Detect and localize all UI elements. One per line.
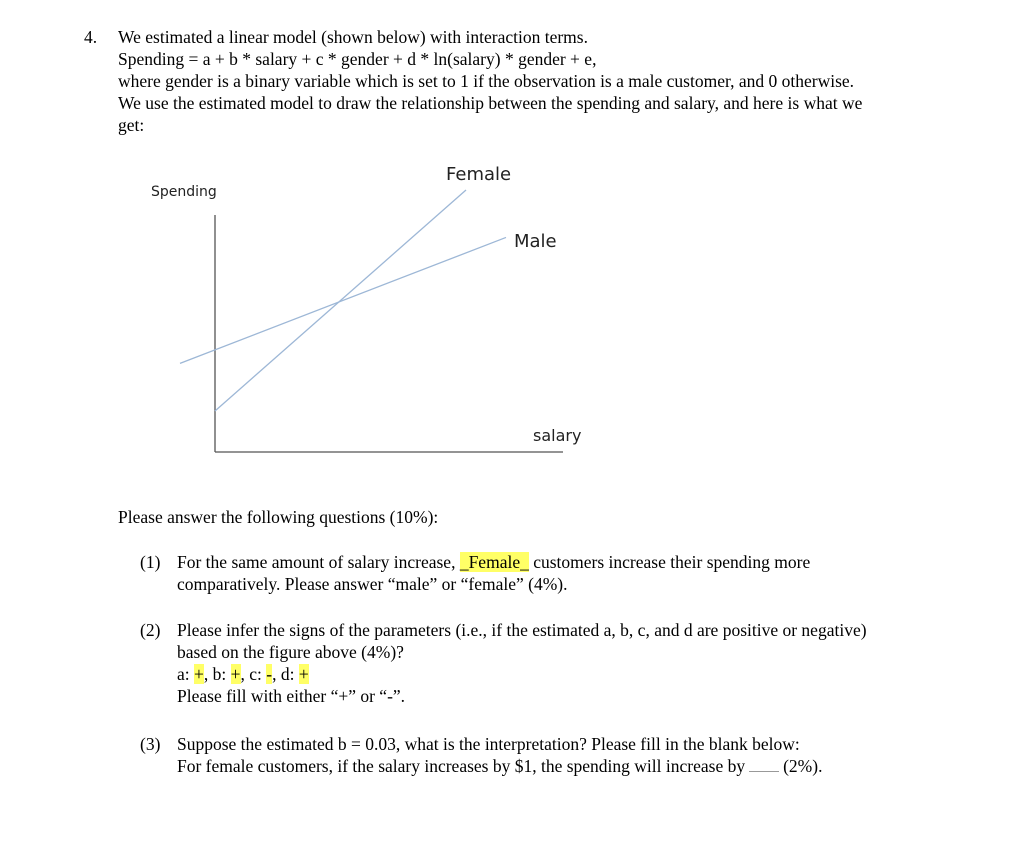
q1-line-2: comparatively. Please answer “male” or “female” (4%).	[177, 574, 568, 594]
q2-d-answer[interactable]: +	[298, 664, 309, 684]
question-line-2: Spending = a + b * salary + c * gender + d * ln(salary) * gender + e,	[118, 49, 597, 69]
q2-answers	[177, 663, 997, 685]
question-line-1: We estimated a linear model (shown below) with interaction terms.	[118, 27, 588, 47]
q2-d-label: , d:	[272, 664, 299, 684]
question-line-5: get:	[118, 115, 145, 135]
q2-line-2: based on the figure above (4%)?	[177, 642, 404, 662]
q2-line-4: Please fill with either “+” or “-”.	[177, 686, 406, 706]
subquestion-2-number: (2)	[140, 620, 161, 640]
q1-text-after: customers increase their spending more	[528, 552, 811, 572]
q2-c-answer[interactable]: -	[266, 664, 273, 684]
subquestion-3-number: (3)	[140, 734, 161, 754]
q3-text-after: (2%).	[783, 756, 823, 776]
q1-text-before: For the same amount of salary increase,	[177, 552, 460, 572]
question-line-3: where gender is a binary variable which is set to 1 if the observation is a male customer, and 0 otherwise.	[118, 71, 855, 91]
question-line-4: We use the estimated model to draw the relationship between the spending and salary, and here is what we	[118, 93, 863, 113]
subquestion-1-number: (1)	[140, 552, 161, 572]
legend-female: Female	[446, 164, 512, 185]
spending-salary-chart	[140, 155, 600, 465]
question-number: 4.	[84, 27, 98, 47]
q1-answer[interactable]: _Female_	[459, 552, 529, 572]
q3-text-before: For female customers, if the salary increases by $1, the spending will increase by	[177, 756, 746, 776]
q3-line-1: Suppose the estimated b = 0.03, what is the interpretation? Please fill in the blank below:	[177, 734, 800, 754]
question-text	[118, 26, 998, 136]
series-line-female	[215, 190, 466, 411]
q2-a-answer[interactable]: +	[194, 664, 204, 684]
y-axis-label: Spending	[151, 184, 217, 200]
series-line-male	[180, 237, 506, 363]
q2-c-label: , c:	[240, 664, 267, 684]
legend-male: Male	[514, 231, 557, 252]
q2-line-1: Please infer the signs of the parameters (i.e., if the estimated a, b, c, and d are positive or negative)	[177, 620, 867, 640]
q3-answer-blank[interactable]	[749, 756, 779, 772]
q2-b-answer[interactable]: +	[230, 664, 241, 684]
x-axis-label: salary	[533, 426, 582, 445]
instructions: Please answer the following questions (10%):	[118, 507, 439, 527]
q2-a-label: a:	[177, 664, 195, 684]
q2-b-label: , b:	[203, 664, 231, 684]
